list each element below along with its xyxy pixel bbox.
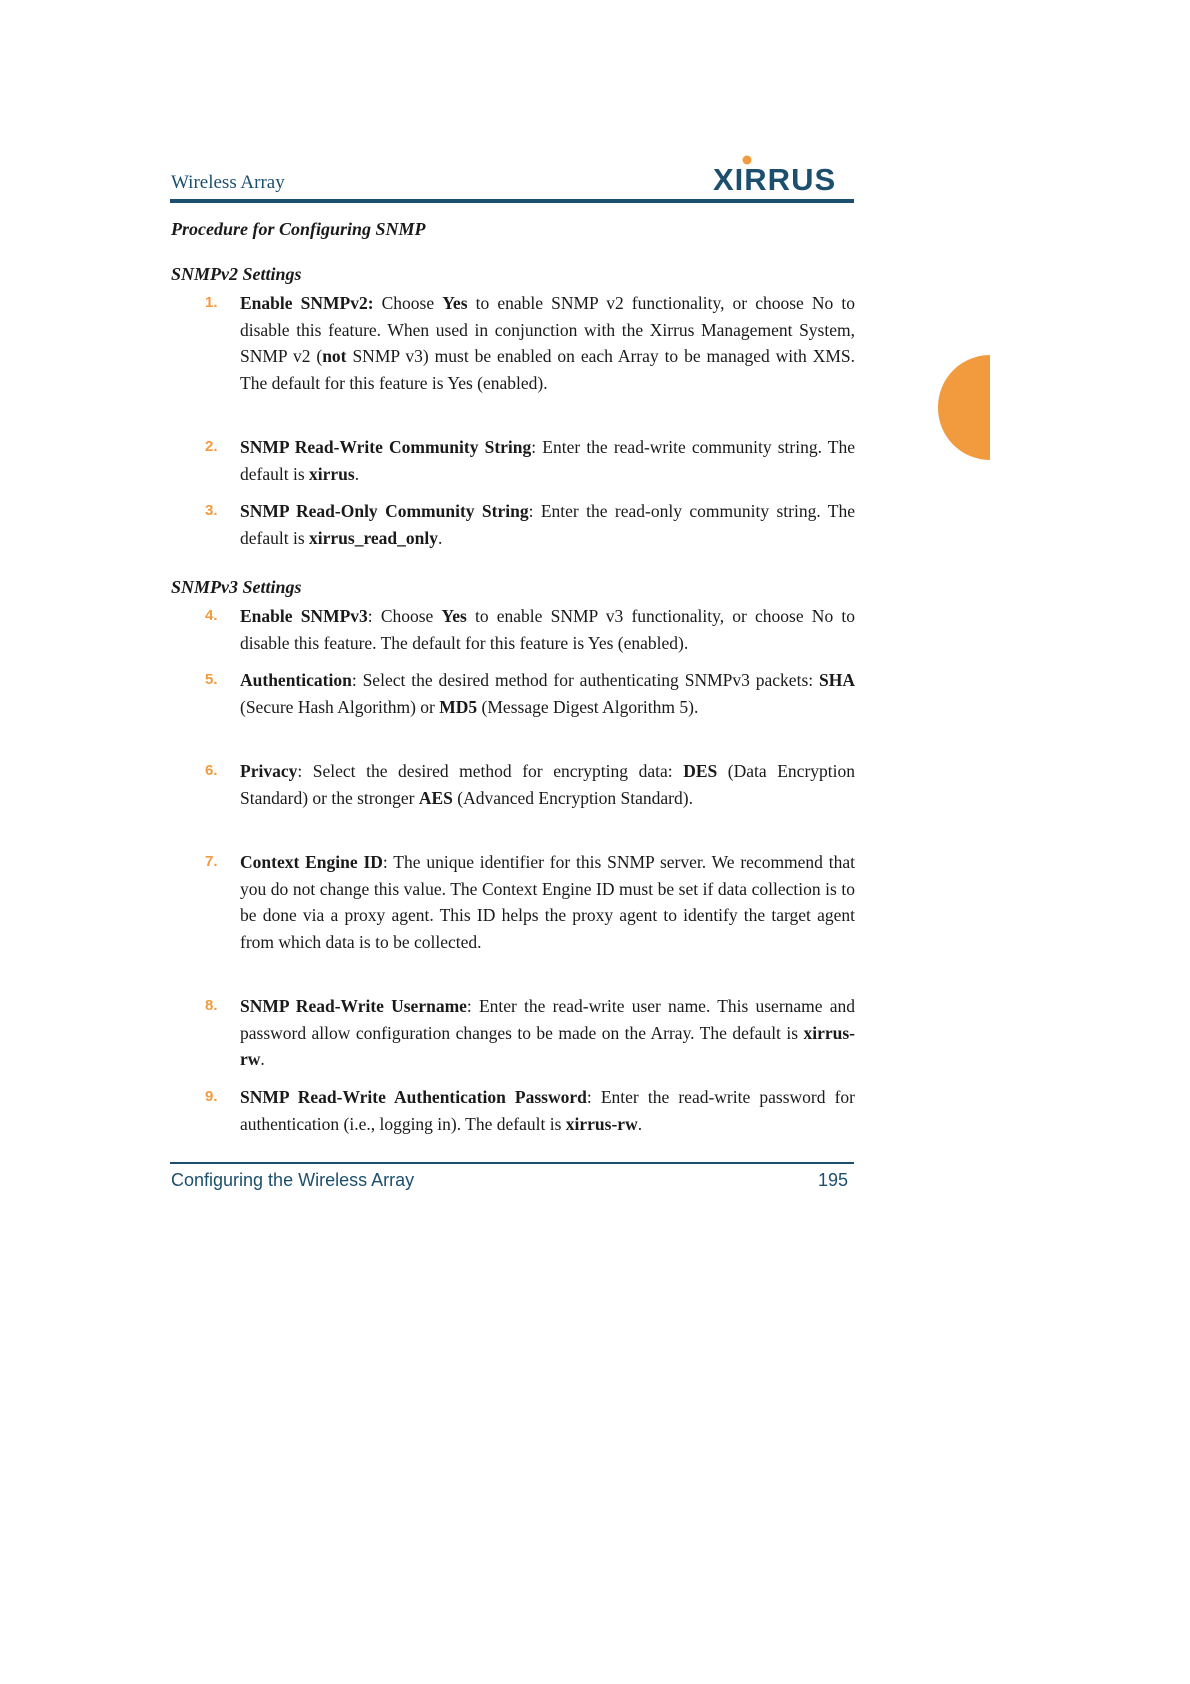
header-rule: [170, 199, 854, 203]
step-text-run: : Enter the read-write user name. This username and password allow configuration changes to be made on the Array. The default is: [240, 996, 855, 1043]
step-text-run: .: [260, 1049, 265, 1069]
step-term: xirrus-rw: [565, 1113, 638, 1134]
step-number: 6.: [205, 762, 218, 779]
step-number: 5.: [205, 671, 218, 688]
step-term: MD5: [439, 696, 478, 717]
step-term: SNMP Read-Only Community String: [240, 501, 529, 521]
step-term: Context Engine ID: [240, 852, 383, 872]
step-text-run: : The unique identifier for this SNMP server. We recommend that you do not change this value. The Context Engine ID must be set if data collection is to be done via a proxy agent. This ID helps the proxy agent to identify the target agent from which data is to be collected.: [240, 852, 855, 952]
step-text: [240, 603, 855, 656]
step-text-run: (Secure Hash Algorithm) or: [240, 696, 440, 717]
step-text: [240, 758, 855, 811]
running-header-title: Wireless Array: [171, 172, 285, 193]
step-text-run: .: [354, 463, 360, 484]
step-term: xirrus-rw: [240, 1022, 855, 1069]
step-term: xirrus_read_only: [309, 527, 439, 548]
step-term: Authentication: [240, 670, 352, 690]
step-number: 2.: [205, 438, 218, 455]
step-text-run: : Enter the read-only community string. The default is: [240, 501, 855, 548]
step-number: 8.: [205, 997, 218, 1014]
step-text-run: (Message Digest Algorithm 5).: [477, 696, 699, 717]
section-tab-marker: [938, 355, 990, 460]
step-number: 9.: [205, 1088, 218, 1105]
page-number: 195: [818, 1170, 849, 1190]
step-text: [240, 849, 855, 955]
step-text-run: .: [438, 527, 443, 548]
procedure-title: Procedure for Configuring SNMP: [171, 219, 426, 239]
step-text-run: SNMP v3) must be enabled on each Array to be managed with XMS. The default for this feature is Yes (enabled).: [240, 346, 855, 393]
step-term: SNMP Read-Write Username: [240, 996, 467, 1016]
step-text: [240, 498, 855, 551]
step-term: Enable SNMPv3: [240, 606, 368, 626]
step-text-run: : Select the desired method for encrypting data:: [297, 761, 684, 781]
xirrus-logo: [713, 154, 855, 196]
step-term: SNMP Read-Write Community String: [240, 437, 532, 457]
step-number: 4.: [205, 607, 218, 624]
step-text-run: : Enter the read-write community string. The default is: [240, 437, 855, 484]
step-text-run: (Advanced Encryption Standard).: [452, 787, 693, 808]
step-text: [240, 1084, 855, 1137]
step-term: Privacy: [240, 761, 298, 781]
step-text-run: (Data Encryption Standard) or the stronger: [240, 761, 855, 808]
step-number: 1.: [205, 294, 218, 311]
step-text-run: .: [637, 1113, 643, 1134]
step-term: Enable SNMPv2:: [240, 293, 374, 313]
step-number: 7.: [205, 853, 218, 870]
step-term: AES: [418, 787, 453, 808]
step-term: Yes: [442, 293, 468, 313]
footer-rule: [170, 1162, 854, 1164]
svg-text:XIRRUS: XIRRUS: [713, 162, 837, 196]
step-text-run: : Enter the read-write password for authentication (i.e., logging in). The default is: [240, 1087, 855, 1134]
step-term: Yes: [441, 606, 467, 626]
step-term: SNMP Read-Write Authentication Password: [240, 1087, 587, 1107]
step-text-run: : Select the desired method for authenticating SNMPv3 packets:: [351, 670, 820, 690]
step-text: [240, 434, 855, 487]
step-text: [240, 993, 855, 1073]
step-number: 3.: [205, 502, 218, 519]
step-text-run: to enable SNMP v2 functionality, or choose No to disable this feature. When used in conjunction with the Xirrus Management System, SNMP v2 (: [240, 293, 856, 366]
footer-chapter-title: Configuring the Wireless Array: [171, 1170, 415, 1190]
step-text: [240, 290, 855, 396]
step-text: [240, 667, 855, 720]
snmpv2-heading: SNMPv2 Settings: [171, 264, 302, 284]
step-term: not: [322, 346, 347, 366]
step-term: SHA: [819, 670, 855, 690]
step-text-run: : Choose: [367, 606, 442, 626]
step-term: DES: [683, 761, 718, 781]
step-text-run: to enable SNMP v3 functionality, or choose No to disable this feature. The default for this feature is Yes (enabled).: [240, 606, 855, 653]
snmpv3-heading: SNMPv3 Settings: [171, 577, 302, 597]
step-text-run: Choose: [373, 293, 443, 313]
step-term: xirrus: [309, 463, 355, 484]
